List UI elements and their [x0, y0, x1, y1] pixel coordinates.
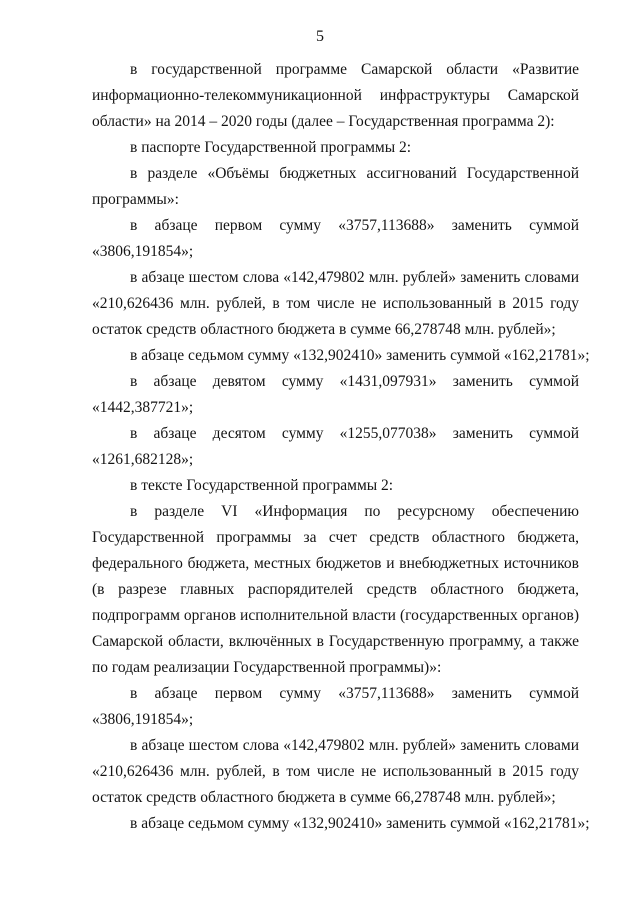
text-line-content: «3806,191854»; [92, 243, 194, 260]
text-line-content: по годам реализации Государственной программы)»: [92, 659, 442, 676]
text-line [0, 294, 640, 314]
text-line [0, 788, 640, 808]
text-line-content: в абзаце девятом сумму «1431,097931» заменить суммой [130, 373, 579, 390]
text-line-content: в паспорте Государственной программы 2: [130, 139, 412, 156]
text-line [0, 736, 640, 756]
text-line-content: остаток средств областного бюджета в сумме 66,278748 млн. рублей»; [92, 321, 556, 338]
text-line-content: «1442,387721»; [92, 399, 194, 416]
text-line-content: в абзаце шестом слова «142,479802 млн. рублей» заменить словами [130, 737, 579, 754]
text-line-content: в разделе VI «Информация по ресурсному обеспечению [130, 503, 579, 520]
text-line [0, 710, 640, 730]
text-line-content: в тексте Государственной программы 2: [130, 477, 394, 494]
text-line-content: в абзаце первом сумму «3757,113688» заменить суммой [130, 685, 579, 702]
text-line-content: (в разрезе главных распорядителей средств областного бюджета, [92, 581, 579, 598]
text-line-content: области» на 2014 – 2020 годы (далее – Государственная программа 2): [92, 113, 555, 130]
text-line-content: подпрограмм органов исполнительной власти (государственных органов) [92, 607, 579, 624]
text-line [0, 658, 640, 678]
page-number: 5 [316, 28, 324, 45]
text-line [0, 112, 640, 132]
text-line [0, 528, 640, 548]
text-line [0, 632, 640, 652]
text-line [0, 190, 640, 210]
text-line-content: Самарской области, включённых в Государственную программу, а также [92, 633, 579, 650]
text-line-content: программы»: [92, 191, 179, 208]
text-line [0, 346, 640, 366]
text-line [0, 762, 640, 782]
text-line [0, 86, 640, 106]
text-line-content: информационно-телекоммуникационной инфраструктуры Самарской [92, 87, 579, 104]
text-line [0, 60, 640, 80]
text-line [0, 320, 640, 340]
text-line-content: «210,626436 млн. рублей, в том числе не использованный в 2015 году [92, 295, 579, 312]
text-line [0, 268, 640, 288]
text-line-content: в абзаце десятом сумму «1255,077038» заменить суммой [130, 425, 579, 442]
text-line [0, 398, 640, 418]
text-line [0, 476, 640, 496]
text-line [0, 554, 640, 574]
text-line [0, 502, 640, 522]
text-line [0, 606, 640, 626]
text-line [0, 580, 640, 600]
text-line [0, 814, 640, 834]
text-line [0, 216, 640, 236]
text-line [0, 684, 640, 704]
text-line [0, 424, 640, 444]
text-line-content: «210,626436 млн. рублей, в том числе не использованный в 2015 году [92, 763, 579, 780]
text-line-content: остаток средств областного бюджета в сумме 66,278748 млн. рублей»; [92, 789, 556, 806]
text-line-content: в абзаце шестом слова «142,479802 млн. рублей» заменить словами [130, 269, 579, 286]
text-line [0, 450, 640, 470]
text-line [0, 164, 640, 184]
text-line-content: в государственной программе Самарской области «Развитие [130, 61, 579, 78]
text-line-content: федерального бюджета, местных бюджетов и внебюджетных источников [92, 555, 579, 572]
text-line-content: в абзаце седьмом сумму «132,902410» заменить суммой «162,21781»; [130, 815, 590, 832]
text-line-content: Государственной программы за счет средств областного бюджета, [92, 529, 579, 546]
text-line [0, 242, 640, 262]
text-line [0, 372, 640, 392]
text-line-content: «1261,682128»; [92, 451, 194, 468]
text-line-content: «3806,191854»; [92, 711, 194, 728]
text-line [0, 138, 640, 158]
text-line-content: в абзаце седьмом сумму «132,902410» заменить суммой «162,21781»; [130, 347, 590, 364]
text-line-content: в разделе «Объёмы бюджетных ассигнований Государственной [130, 165, 579, 182]
text-line-content: в абзаце первом сумму «3757,113688» заменить суммой [130, 217, 579, 234]
